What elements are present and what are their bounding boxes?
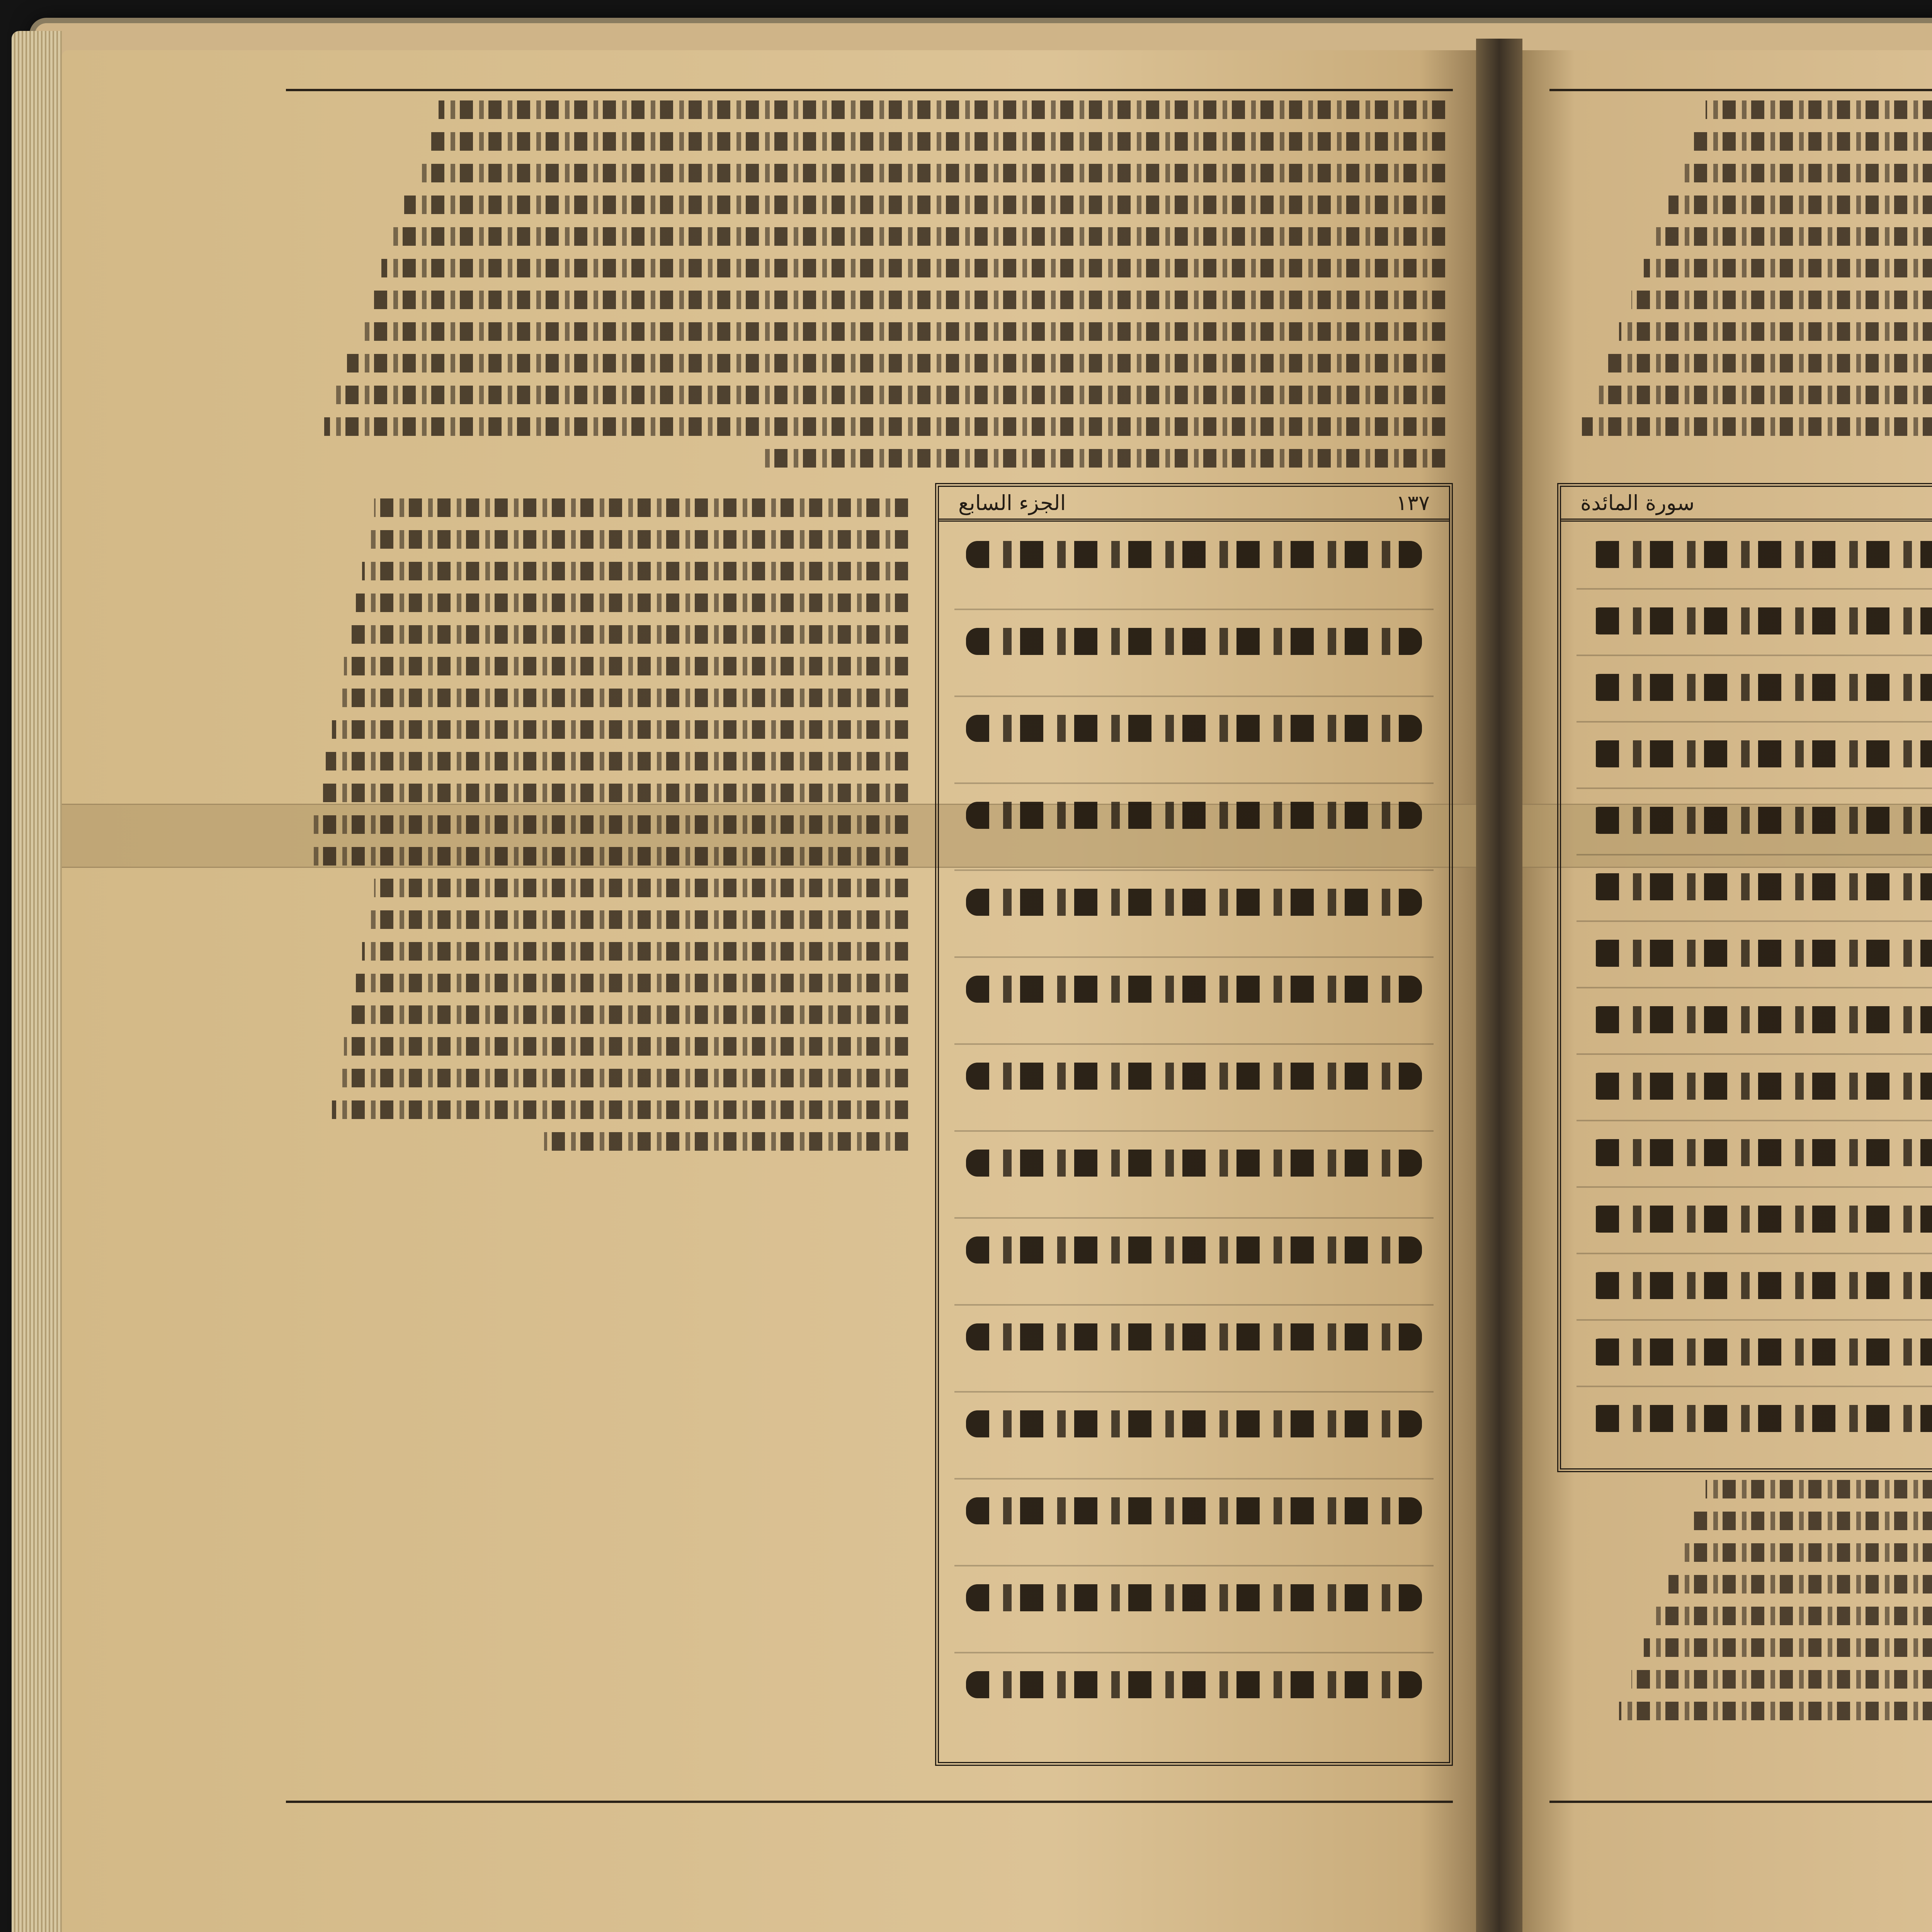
commentary-line	[544, 1132, 908, 1151]
right-page-bottom-rule	[1549, 1801, 1932, 1803]
verse-line	[966, 628, 1422, 655]
commentary-line	[759, 449, 1445, 468]
verse-line	[1588, 1405, 1932, 1432]
commentary-line	[1681, 164, 1932, 182]
commentary-line	[439, 100, 1445, 119]
verse-line	[966, 541, 1422, 568]
verse-separator	[1577, 655, 1932, 656]
left-page-bottom-rule	[286, 1801, 1453, 1803]
verse-line	[966, 1323, 1422, 1350]
verse-separator	[1577, 1253, 1932, 1254]
page-edges-left	[12, 31, 62, 1932]
commentary-line	[350, 1005, 908, 1024]
commentary-line	[1644, 259, 1932, 277]
left-commentary-side	[301, 498, 908, 1182]
right-commentary-bottom	[1557, 1480, 1932, 1789]
commentary-line	[344, 657, 908, 675]
commentary-line	[1619, 1702, 1932, 1720]
commentary-line	[1656, 1607, 1932, 1625]
commentary-line	[416, 164, 1445, 182]
verse-separator	[1577, 1386, 1932, 1387]
commentary-line	[1693, 132, 1932, 151]
commentary-line	[1631, 1670, 1932, 1689]
verse-separator	[954, 1478, 1434, 1480]
verse-line	[1588, 1073, 1932, 1100]
commentary-line	[427, 132, 1445, 151]
verse-line	[1588, 1006, 1932, 1033]
verse-separator	[954, 696, 1434, 697]
commentary-line	[308, 847, 908, 866]
commentary-line	[359, 322, 1445, 341]
verse-line	[1588, 1139, 1932, 1166]
verse-line	[1588, 807, 1932, 834]
verse-separator	[954, 956, 1434, 958]
right-quran-frame	[1557, 483, 1932, 1472]
commentary-line	[393, 227, 1445, 246]
verse-separator	[1577, 787, 1932, 789]
verse-line	[966, 1671, 1422, 1698]
verse-separator	[1577, 987, 1932, 988]
commentary-line	[1631, 291, 1932, 309]
verse-line	[1588, 740, 1932, 767]
commentary-line	[374, 498, 908, 517]
left-page-top-rule	[286, 89, 1453, 91]
verse-separator	[954, 869, 1434, 871]
commentary-line	[370, 291, 1445, 309]
verse-line	[966, 1063, 1422, 1090]
verse-separator	[1577, 1120, 1932, 1121]
verse-line	[1588, 873, 1932, 900]
commentary-line	[336, 386, 1445, 404]
commentary-line	[368, 530, 908, 549]
commentary-line	[1668, 1575, 1932, 1594]
verse-line	[1588, 607, 1932, 634]
left-frame-header	[939, 487, 1449, 522]
right-commentary-top	[1557, 100, 1932, 495]
verse-separator	[1577, 1053, 1932, 1055]
right-page-top-rule	[1549, 89, 1932, 91]
verse-separator	[1577, 1319, 1932, 1321]
verse-separator	[954, 1565, 1434, 1566]
commentary-line	[1644, 1638, 1932, 1657]
commentary-line	[1582, 417, 1932, 436]
verse-line	[966, 1584, 1422, 1611]
commentary-line	[347, 354, 1445, 372]
verse-separator	[954, 1652, 1434, 1653]
commentary-line	[338, 689, 908, 707]
commentary-line	[332, 1100, 908, 1119]
verse-separator	[1577, 721, 1932, 723]
verse-line	[966, 1410, 1422, 1437]
verse-separator	[954, 782, 1434, 784]
commentary-line	[326, 752, 908, 770]
commentary-line	[344, 1037, 908, 1056]
commentary-line	[1594, 386, 1932, 404]
commentary-line	[1693, 1512, 1932, 1530]
verse-separator	[1577, 854, 1932, 855]
verse-separator	[954, 609, 1434, 610]
commentary-line	[350, 625, 908, 644]
verse-line	[1588, 940, 1932, 967]
commentary-line	[313, 815, 908, 834]
verse-line	[1588, 541, 1932, 568]
verse-line	[966, 715, 1422, 742]
verse-separator	[1577, 1186, 1932, 1188]
verse-separator	[1577, 588, 1932, 590]
verse-separator	[954, 1391, 1434, 1393]
commentary-line	[404, 196, 1445, 214]
commentary-line	[368, 910, 908, 929]
left-quran-frame	[935, 483, 1453, 1766]
verse-line	[1588, 1206, 1932, 1233]
commentary-line	[324, 417, 1445, 436]
verse-line	[966, 1150, 1422, 1177]
verse-separator	[954, 1043, 1434, 1045]
commentary-line	[1706, 1480, 1932, 1498]
verse-line	[966, 1236, 1422, 1264]
commentary-line	[1668, 196, 1932, 214]
commentary-line	[1681, 1543, 1932, 1562]
verse-line	[966, 802, 1422, 829]
verse-separator	[954, 1217, 1434, 1219]
left-commentary-top	[301, 100, 1445, 495]
verse-separator	[954, 1130, 1434, 1132]
verse-separator	[1577, 920, 1932, 922]
right-surah-label: سورة المائدة	[1580, 490, 1695, 515]
commentary-line	[356, 594, 908, 612]
right-frame-header	[1561, 487, 1932, 522]
commentary-line	[1619, 322, 1932, 341]
commentary-line	[381, 259, 1445, 277]
book-gutter	[1476, 39, 1522, 1932]
verse-separator	[954, 1304, 1434, 1306]
left-juz-label: الجزء السابع	[958, 490, 1066, 515]
verse-line	[1588, 1338, 1932, 1366]
commentary-line	[356, 974, 908, 992]
verse-line	[1588, 1272, 1932, 1299]
commentary-line	[362, 562, 908, 580]
commentary-line	[362, 942, 908, 961]
commentary-line	[1656, 227, 1932, 246]
verse-line	[966, 889, 1422, 916]
commentary-line	[1607, 354, 1932, 372]
commentary-line	[320, 784, 908, 802]
verse-line	[966, 976, 1422, 1003]
commentary-line	[338, 1069, 908, 1087]
commentary-line	[332, 720, 908, 739]
commentary-line	[1706, 100, 1932, 119]
commentary-line	[374, 879, 908, 897]
left-page-number: ١٣٧	[1396, 490, 1430, 515]
verse-line	[1588, 674, 1932, 701]
verse-line	[966, 1497, 1422, 1524]
